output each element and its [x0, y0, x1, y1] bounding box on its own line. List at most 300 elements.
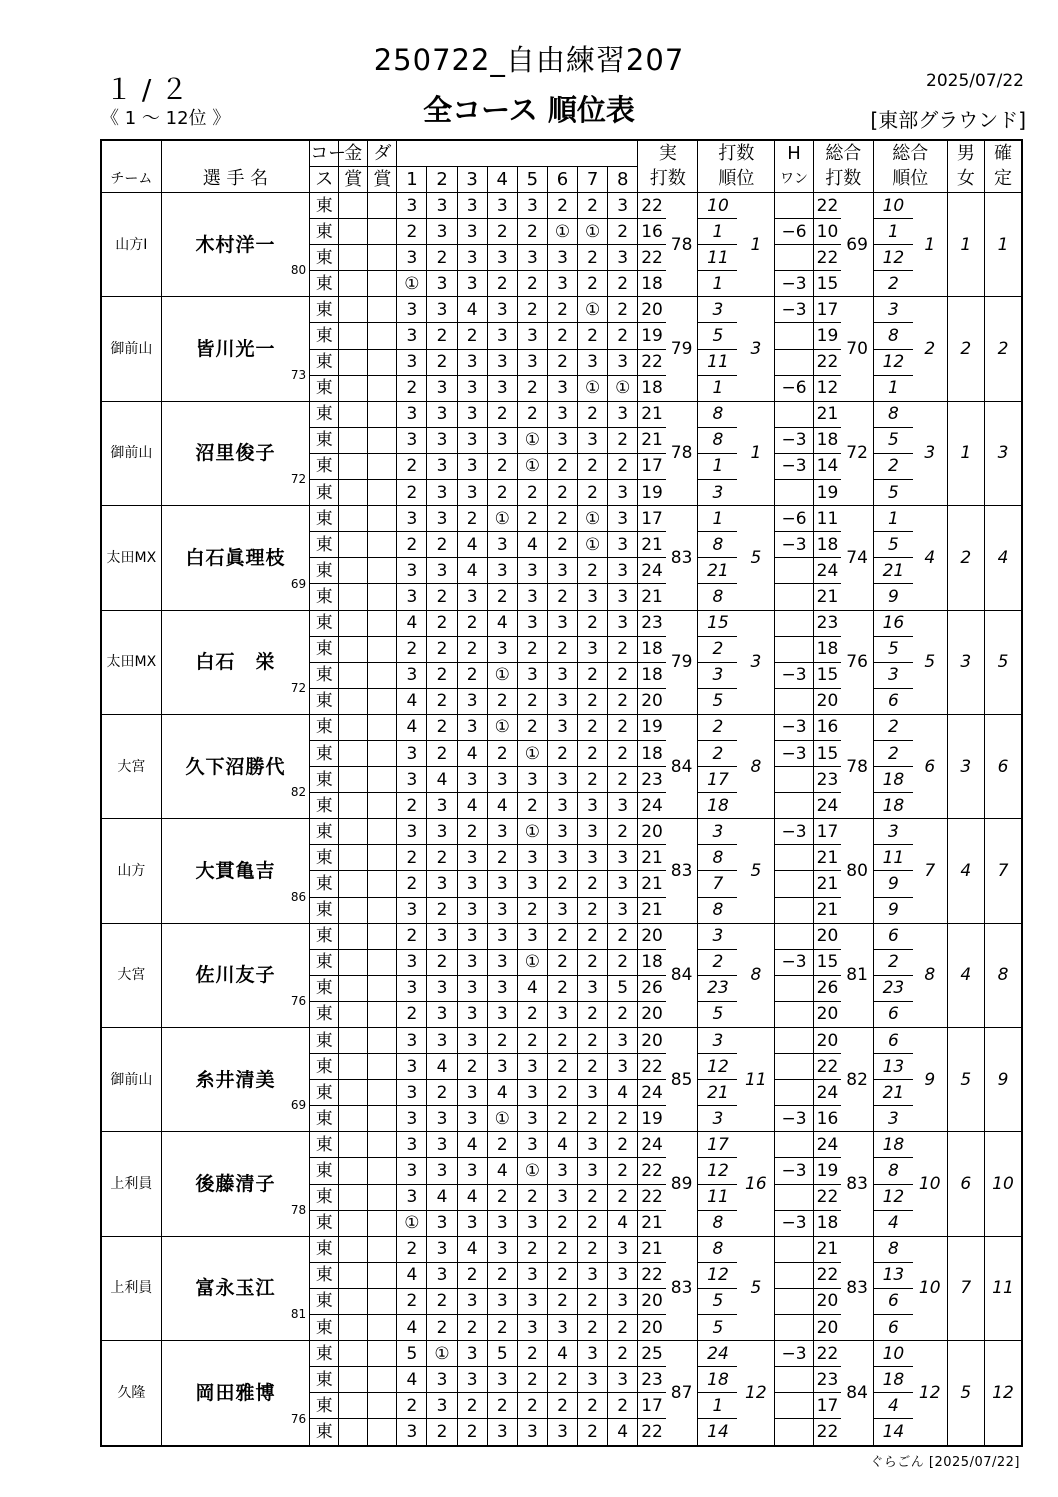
round-total-rank: 23	[873, 975, 912, 1001]
hole-in-one	[775, 1184, 813, 1210]
round-total: 21	[813, 584, 841, 610]
round-strokes: 17	[638, 453, 666, 479]
player-name: 糸井清美	[195, 1068, 276, 1091]
da-cell	[368, 297, 397, 323]
round-total: 20	[813, 1028, 841, 1054]
hole-score: 2	[397, 845, 427, 871]
round-rank: 5	[698, 1315, 737, 1341]
hole-score: 3	[397, 1419, 427, 1446]
total-strokes: 70	[841, 297, 873, 401]
total-strokes: 81	[841, 923, 873, 1027]
hole-score: 4	[457, 1132, 487, 1158]
hole-score: ①	[487, 506, 517, 532]
hole-in-one	[775, 1028, 813, 1054]
hole-score: 3	[397, 1184, 427, 1210]
player-name-cell	[161, 714, 309, 818]
gold-cell	[339, 1001, 368, 1027]
team-name: 上利員	[101, 1236, 161, 1340]
hole-score: 3	[397, 323, 427, 349]
hole-score: 4	[457, 740, 487, 766]
da-cell	[368, 1262, 397, 1288]
hole-in-one	[775, 323, 813, 349]
table-row	[101, 297, 1022, 323]
hole-score: 3	[547, 1001, 577, 1027]
gold-cell	[339, 714, 368, 740]
hole-score: 2	[608, 427, 638, 453]
round-rank: 8	[698, 427, 737, 453]
course-cell: 東	[310, 610, 339, 636]
round-total-rank: 6	[873, 923, 912, 949]
hole-score: 4	[608, 1419, 638, 1446]
hole-3-header: 3	[457, 167, 487, 193]
hole-in-one	[775, 558, 813, 584]
hole-score: 3	[487, 1367, 517, 1393]
hole-score: 3	[608, 897, 638, 923]
hole-score: 3	[578, 584, 608, 610]
gold-cell	[339, 1315, 368, 1341]
course-cell: 東	[310, 532, 339, 558]
table-row	[101, 1132, 1022, 1158]
hole-score: 2	[517, 297, 547, 323]
course-cell: 東	[310, 584, 339, 610]
round-total-rank: 5	[873, 427, 912, 453]
round-rank: 3	[698, 923, 737, 949]
hole-score: 2	[487, 584, 517, 610]
hole-score: 2	[517, 506, 547, 532]
da-header-bottom: 賞	[368, 167, 397, 193]
da-cell	[368, 897, 397, 923]
hole-score: 5	[608, 975, 638, 1001]
round-total-rank: 2	[873, 714, 912, 740]
round-total-rank: 13	[873, 1262, 912, 1288]
gold-cell	[339, 923, 368, 949]
hole-score: 3	[397, 558, 427, 584]
hole-score: 3	[457, 897, 487, 923]
stroke-rank: 1	[737, 401, 774, 505]
gender-rank: 3	[947, 714, 984, 818]
hole-score: 4	[397, 1367, 427, 1393]
round-strokes: 20	[638, 923, 666, 949]
da-cell	[368, 949, 397, 975]
hole-in-one	[775, 845, 813, 871]
hole-in-one: −3	[775, 819, 813, 845]
hole-score: 3	[397, 193, 427, 219]
round-total-rank: 1	[873, 506, 912, 532]
hole-in-one	[775, 1262, 813, 1288]
gold-cell	[339, 245, 368, 271]
hole-score: 3	[397, 1028, 427, 1054]
course-cell: 東	[310, 1262, 339, 1288]
hole-score: 2	[608, 453, 638, 479]
round-strokes: 21	[638, 584, 666, 610]
da-cell	[368, 1393, 397, 1419]
team-name: 山方Ⅰ	[101, 193, 161, 297]
round-rank: 8	[698, 532, 737, 558]
round-rank: 5	[698, 1001, 737, 1027]
round-strokes: 18	[638, 271, 666, 297]
actual-strokes: 78	[666, 401, 698, 505]
da-cell	[368, 584, 397, 610]
round-strokes: 20	[638, 1028, 666, 1054]
hole-score: 3	[457, 453, 487, 479]
hole-score: 2	[427, 1419, 457, 1446]
hole-score: 3	[427, 819, 457, 845]
round-strokes: 22	[638, 1054, 666, 1080]
round-strokes: 25	[638, 1341, 666, 1367]
da-cell	[368, 871, 397, 897]
team-name: 大宮	[101, 923, 161, 1027]
hole-score: 3	[457, 845, 487, 871]
hole-score: 2	[487, 688, 517, 714]
table-row	[101, 1236, 1022, 1262]
hole-score: ①	[427, 1341, 457, 1367]
actual-strokes: 85	[666, 1028, 698, 1132]
hole-score: 2	[547, 1210, 577, 1236]
round-total-rank: 6	[873, 1001, 912, 1027]
player-name-cell	[161, 193, 309, 297]
course-cell: 東	[310, 1028, 339, 1054]
course-cell: 東	[310, 453, 339, 479]
hole-score: 2	[397, 219, 427, 245]
hole-score: 2	[578, 558, 608, 584]
hole-score: 3	[608, 1054, 638, 1080]
gold-cell	[339, 819, 368, 845]
course-cell: 東	[310, 975, 339, 1001]
hole-score: 2	[578, 323, 608, 349]
hole-score: 3	[427, 793, 457, 819]
round-total: 19	[813, 480, 841, 506]
team-header	[101, 140, 161, 167]
hole-score: 2	[608, 819, 638, 845]
hole-score: 3	[397, 1132, 427, 1158]
hole-score: 3	[517, 1262, 547, 1288]
gold-cell	[339, 480, 368, 506]
course-cell: 東	[310, 323, 339, 349]
round-total: 24	[813, 793, 841, 819]
hole-score: 3	[547, 714, 577, 740]
hole-score: 3	[487, 871, 517, 897]
hole-score: 2	[517, 1393, 547, 1419]
total-rank: 8	[913, 923, 947, 1027]
round-total-rank: 12	[873, 349, 912, 375]
final-rank: 3	[985, 401, 1023, 505]
round-total: 15	[813, 662, 841, 688]
hole-score: 3	[457, 949, 487, 975]
actual-strokes: 87	[666, 1341, 698, 1446]
hole-score: 2	[578, 610, 608, 636]
hole-in-one	[775, 688, 813, 714]
da-cell	[368, 1001, 397, 1027]
hole-score: 3	[427, 427, 457, 453]
hole-score: 3	[608, 1367, 638, 1393]
hole-score: 3	[547, 845, 577, 871]
round-rank: 2	[698, 636, 737, 662]
hole-score: 3	[517, 558, 547, 584]
hole-score: 3	[397, 949, 427, 975]
hole-score: 2	[547, 1262, 577, 1288]
round-total-rank: 1	[873, 375, 912, 401]
course-cell: 東	[310, 1054, 339, 1080]
course-cell: 東	[310, 688, 339, 714]
hole-score: 2	[578, 1028, 608, 1054]
hole-score: 3	[457, 349, 487, 375]
round-strokes: 20	[638, 1315, 666, 1341]
hole-score: ①	[397, 1210, 427, 1236]
round-total: 22	[813, 193, 841, 219]
handicap: 76	[290, 1411, 307, 1426]
da-cell	[368, 1054, 397, 1080]
hole-score: 3	[578, 349, 608, 375]
round-total: 22	[813, 1184, 841, 1210]
stroke-rank: 1	[737, 193, 774, 297]
hole-score: 3	[487, 949, 517, 975]
round-total: 17	[813, 819, 841, 845]
actual-strokes: 83	[666, 819, 698, 923]
hole-score: 2	[578, 193, 608, 219]
page-number: １ / ２	[105, 73, 189, 106]
location-label: [東部グラウンド]	[870, 108, 1026, 132]
hole-score: 3	[547, 558, 577, 584]
round-total-rank: 3	[873, 819, 912, 845]
player-header-label: 選 手 名	[161, 167, 309, 193]
gold-cell	[339, 1080, 368, 1106]
hole-score: 2	[547, 636, 577, 662]
round-rank: 24	[698, 1341, 737, 1367]
hole-in-one	[775, 1132, 813, 1158]
player-name: 皆川光一	[195, 338, 276, 361]
round-rank: 3	[698, 662, 737, 688]
da-cell	[368, 323, 397, 349]
hole-score: 3	[487, 1001, 517, 1027]
hole-score: 3	[547, 401, 577, 427]
actual-strokes: 89	[666, 1132, 698, 1236]
da-cell	[368, 1367, 397, 1393]
fix-header: 確	[985, 140, 1023, 167]
hole-score: 2	[487, 453, 517, 479]
gold-cell	[339, 1393, 368, 1419]
document-subtitle: 全コース 順位表	[423, 93, 635, 127]
round-strokes: 20	[638, 1288, 666, 1314]
final-rank: 8	[985, 923, 1023, 1027]
hole-score: 2	[517, 219, 547, 245]
round-rank: 12	[698, 1262, 737, 1288]
gold-cell	[339, 297, 368, 323]
course-cell: 東	[310, 349, 339, 375]
round-strokes: 24	[638, 558, 666, 584]
final-rank: 4	[985, 506, 1023, 610]
round-total: 21	[813, 845, 841, 871]
hole-score: 3	[517, 610, 547, 636]
hole-score: 4	[608, 1080, 638, 1106]
total-strokes: 82	[841, 1028, 873, 1132]
hole-in-one	[775, 1419, 813, 1446]
hole-score: 2	[457, 819, 487, 845]
hole-score: 2	[517, 1236, 547, 1262]
round-total-rank: 2	[873, 271, 912, 297]
da-cell	[368, 975, 397, 1001]
hole-score: ①	[487, 662, 517, 688]
handicap: 73	[290, 367, 307, 382]
gold-cell	[339, 767, 368, 793]
gold-cell	[339, 845, 368, 871]
gold-header: 金	[339, 140, 368, 167]
round-total-rank: 8	[873, 401, 912, 427]
team-name: 御前山	[101, 1028, 161, 1132]
hole-score: 3	[487, 375, 517, 401]
hole-score: 2	[517, 271, 547, 297]
hole-score: 3	[517, 923, 547, 949]
team-name: 太田MX	[101, 506, 161, 610]
round-total: 10	[813, 219, 841, 245]
hole-score: 2	[457, 1419, 487, 1446]
hole-in-one: −6	[775, 375, 813, 401]
hole-score: 3	[427, 1001, 457, 1027]
round-rank: 8	[698, 1236, 737, 1262]
gold-cell	[339, 1419, 368, 1446]
hole-in-one: −6	[775, 506, 813, 532]
hole-score: 3	[487, 349, 517, 375]
hole-score: 3	[457, 767, 487, 793]
gender-rank: 4	[947, 819, 984, 923]
course-cell: 東	[310, 506, 339, 532]
round-total: 22	[813, 245, 841, 271]
hole-in-one: −3	[775, 297, 813, 323]
total-strokes: 83	[841, 1132, 873, 1236]
hole-score: 2	[578, 897, 608, 923]
course-header-bottom: ス	[310, 167, 339, 193]
hole-score: 3	[487, 819, 517, 845]
round-total-rank: 10	[873, 1341, 912, 1367]
stroke-rank: 16	[737, 1132, 774, 1236]
hole-score: 2	[397, 871, 427, 897]
hole-score: 3	[397, 1106, 427, 1132]
round-strokes: 19	[638, 480, 666, 506]
hole-in-one	[775, 1288, 813, 1314]
hole-score: 4	[457, 297, 487, 323]
hole-score: 2	[397, 532, 427, 558]
hole-score: 2	[547, 323, 577, 349]
team-name: 太田MX	[101, 610, 161, 714]
hole-score: 2	[427, 949, 457, 975]
hole-score: 3	[427, 1236, 457, 1262]
gold-cell	[339, 453, 368, 479]
hole-score: 3	[457, 1080, 487, 1106]
stroke-rank: 5	[737, 1236, 774, 1340]
total-rank: 4	[913, 506, 947, 610]
da-cell	[368, 558, 397, 584]
hole-score: ①	[517, 949, 547, 975]
hole-score: 2	[397, 1001, 427, 1027]
hole-score: 3	[457, 975, 487, 1001]
hole-score: 3	[578, 819, 608, 845]
hole-score: 4	[457, 793, 487, 819]
hole-score: 2	[457, 610, 487, 636]
hole-score: 3	[457, 1106, 487, 1132]
da-cell	[368, 193, 397, 219]
hole-8-header: 8	[608, 167, 638, 193]
round-total-rank: 12	[873, 1184, 912, 1210]
round-rank: 1	[698, 271, 737, 297]
hole-score: 3	[578, 1132, 608, 1158]
hole-score: 2	[397, 375, 427, 401]
hole-score: 3	[608, 610, 638, 636]
course-cell: 東	[310, 1419, 339, 1446]
round-total-rank: 6	[873, 1288, 912, 1314]
hole-score: 2	[427, 845, 457, 871]
hole-score: 3	[487, 1210, 517, 1236]
hole-in-one	[775, 1236, 813, 1262]
hole-score: 4	[517, 975, 547, 1001]
round-total-rank: 16	[873, 610, 912, 636]
total-strokes: 74	[841, 506, 873, 610]
hole-score: 4	[457, 1236, 487, 1262]
da-cell	[368, 271, 397, 297]
round-total-rank: 11	[873, 845, 912, 871]
hole-score: 3	[397, 1054, 427, 1080]
hole-score: 3	[457, 193, 487, 219]
actual-strokes: 83	[666, 506, 698, 610]
actual-header-bottom: 打数	[638, 167, 698, 193]
hole-score: 2	[517, 714, 547, 740]
document-title: 250722_自由練習207	[373, 43, 685, 77]
round-strokes: 26	[638, 975, 666, 1001]
round-rank: 3	[698, 1106, 737, 1132]
round-strokes: 22	[638, 245, 666, 271]
gold-cell	[339, 949, 368, 975]
round-rank: 15	[698, 610, 737, 636]
handicap: 72	[290, 472, 307, 487]
gold-cell	[339, 688, 368, 714]
hole-score: 3	[517, 1106, 547, 1132]
hole-in-one: −3	[775, 271, 813, 297]
handicap: 86	[290, 889, 307, 904]
hole-in-one	[775, 1367, 813, 1393]
hole-score: 4	[397, 1315, 427, 1341]
hole-score: 3	[547, 1419, 577, 1446]
gold-cell	[339, 271, 368, 297]
total-rank: 3	[913, 401, 947, 505]
da-cell	[368, 610, 397, 636]
hole-score: 3	[487, 558, 517, 584]
hole-score: 3	[397, 1158, 427, 1184]
hole-score: 2	[487, 1315, 517, 1341]
total-header: 総合	[813, 140, 873, 167]
gold-cell	[339, 1341, 368, 1367]
hole-score: 2	[578, 1001, 608, 1027]
team-name: 山方	[101, 819, 161, 923]
gold-header-bottom: 賞	[339, 167, 368, 193]
hole-in-one	[775, 923, 813, 949]
total-strokes: 84	[841, 1341, 873, 1446]
total-strokes: 80	[841, 819, 873, 923]
hole-in-one	[775, 871, 813, 897]
handicap: 81	[290, 1307, 307, 1322]
final-rank: 6	[985, 714, 1023, 818]
hole-score: 5	[487, 1341, 517, 1367]
hole-score: 3	[457, 245, 487, 271]
course-cell: 東	[310, 949, 339, 975]
hole-score: 2	[517, 1001, 547, 1027]
round-rank: 5	[698, 1288, 737, 1314]
table-row	[101, 714, 1022, 740]
hole-score: 2	[397, 1236, 427, 1262]
round-strokes: 19	[638, 1106, 666, 1132]
hole-score: 3	[517, 767, 547, 793]
round-total: 21	[813, 1236, 841, 1262]
hole-score: 3	[547, 610, 577, 636]
stroke-rank: 11	[737, 1028, 774, 1132]
hole-score: 3	[547, 271, 577, 297]
